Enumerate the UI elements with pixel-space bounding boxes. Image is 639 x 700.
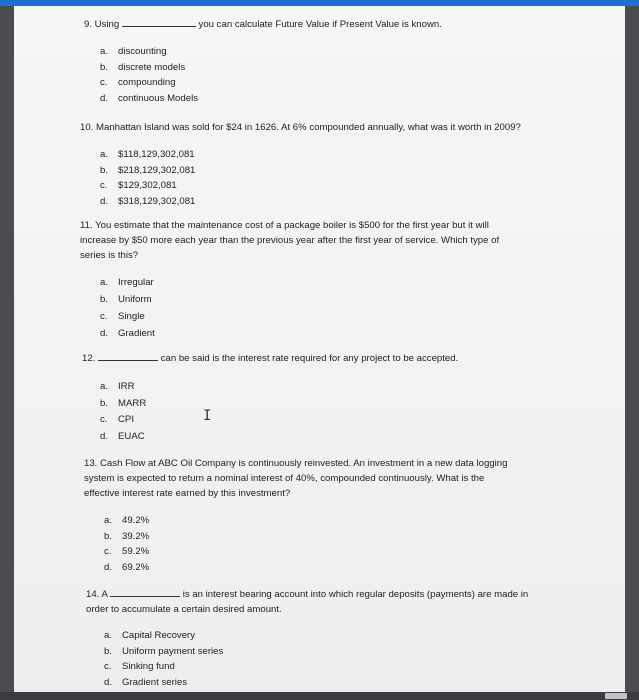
question-9 <box>84 17 442 32</box>
option-item: b. MARR <box>100 397 147 409</box>
question-12 <box>82 351 458 366</box>
question-14-suffix: is an interest bearing account into which regular deposits (payments) are made in <box>182 589 529 600</box>
question-9-suffix: you can calculate Future Value if Present Value is known. <box>198 19 442 30</box>
option-item: c. Single <box>100 311 145 322</box>
option-item: c. CPI <box>100 414 134 425</box>
option-item: b. Uniform payment series <box>104 645 224 657</box>
option-item: d. continuous Models <box>100 92 198 104</box>
bottom-taskbar <box>0 692 639 700</box>
question-10-options <box>100 147 195 209</box>
question-9-prefix: 9. Using <box>84 19 120 30</box>
option-item: a. IRR <box>100 381 135 392</box>
question-9-options <box>100 44 198 106</box>
option-item: b. discrete models <box>100 61 186 73</box>
option-item: a. $118,129,302,081 <box>100 149 195 160</box>
option-item: d. Gradient <box>100 328 155 339</box>
question-13-line-1: 13. Cash Flow at ABC Oil Company is continuously reinvested. An investment in a new data logging <box>84 458 508 469</box>
question-9-blank <box>122 17 196 27</box>
option-item: b. 39.2% <box>104 530 150 542</box>
option-item: d. 69.2% <box>104 561 150 573</box>
option-item: c. 59.2% <box>104 546 150 558</box>
question-14-options <box>104 628 223 690</box>
question-11-line-2: increase by $50 more each year than the previous year after the first year of service. Which type of <box>80 235 500 246</box>
question-13-line-2: system is expected to return a nominal interest of 40%, compounded continuously. What is the <box>84 473 485 484</box>
text-cursor-icon: I <box>203 408 212 424</box>
question-10: 10. Manhattan Island was sold for $24 in 1626. At 6% compounded annually, what was it worth in 2009? <box>80 122 521 133</box>
question-14-prefix: 14. A <box>86 589 108 600</box>
question-11-line-3: series is this? <box>80 250 139 261</box>
option-item: a. Capital Recovery <box>104 630 196 641</box>
option-item: d. Gradient series <box>104 676 188 688</box>
option-item: b. $218,129,302,081 <box>100 164 196 176</box>
question-14-line-2: order to accumulate a certain desired amount. <box>86 604 282 615</box>
option-item: b. Uniform <box>100 294 152 305</box>
option-item: a. discounting <box>100 46 167 57</box>
option-item: c. $129,302,081 <box>100 180 177 192</box>
question-13-line-3: effective interest rate earned by this investment? <box>84 488 291 499</box>
question-14-blank <box>110 587 180 597</box>
question-13 <box>84 456 584 501</box>
option-item: c. compounding <box>100 77 176 89</box>
option-item: d. EUAC <box>100 430 145 442</box>
taskbar-tray-icon <box>605 693 627 699</box>
question-11-options <box>100 274 155 342</box>
question-11-line-1: 11. You estimate that the maintenance cost of a package boiler is $500 for the first year but it will <box>80 220 489 231</box>
option-item: c. Sinking fund <box>104 661 175 673</box>
question-12-prefix: 12. <box>82 353 96 364</box>
question-13-options <box>104 513 149 575</box>
question-11 <box>80 218 580 263</box>
option-item: d. $318,129,302,081 <box>100 195 196 207</box>
question-14-line-1 <box>86 587 586 602</box>
question-12-suffix: can be said is the interest rate required for any project to be accepted. <box>160 353 459 364</box>
option-item: a. 49.2% <box>104 515 150 526</box>
question-12-blank <box>98 351 158 361</box>
question-12-options <box>100 379 146 445</box>
option-item: a. Irregular <box>100 277 154 288</box>
question-14 <box>86 587 586 617</box>
